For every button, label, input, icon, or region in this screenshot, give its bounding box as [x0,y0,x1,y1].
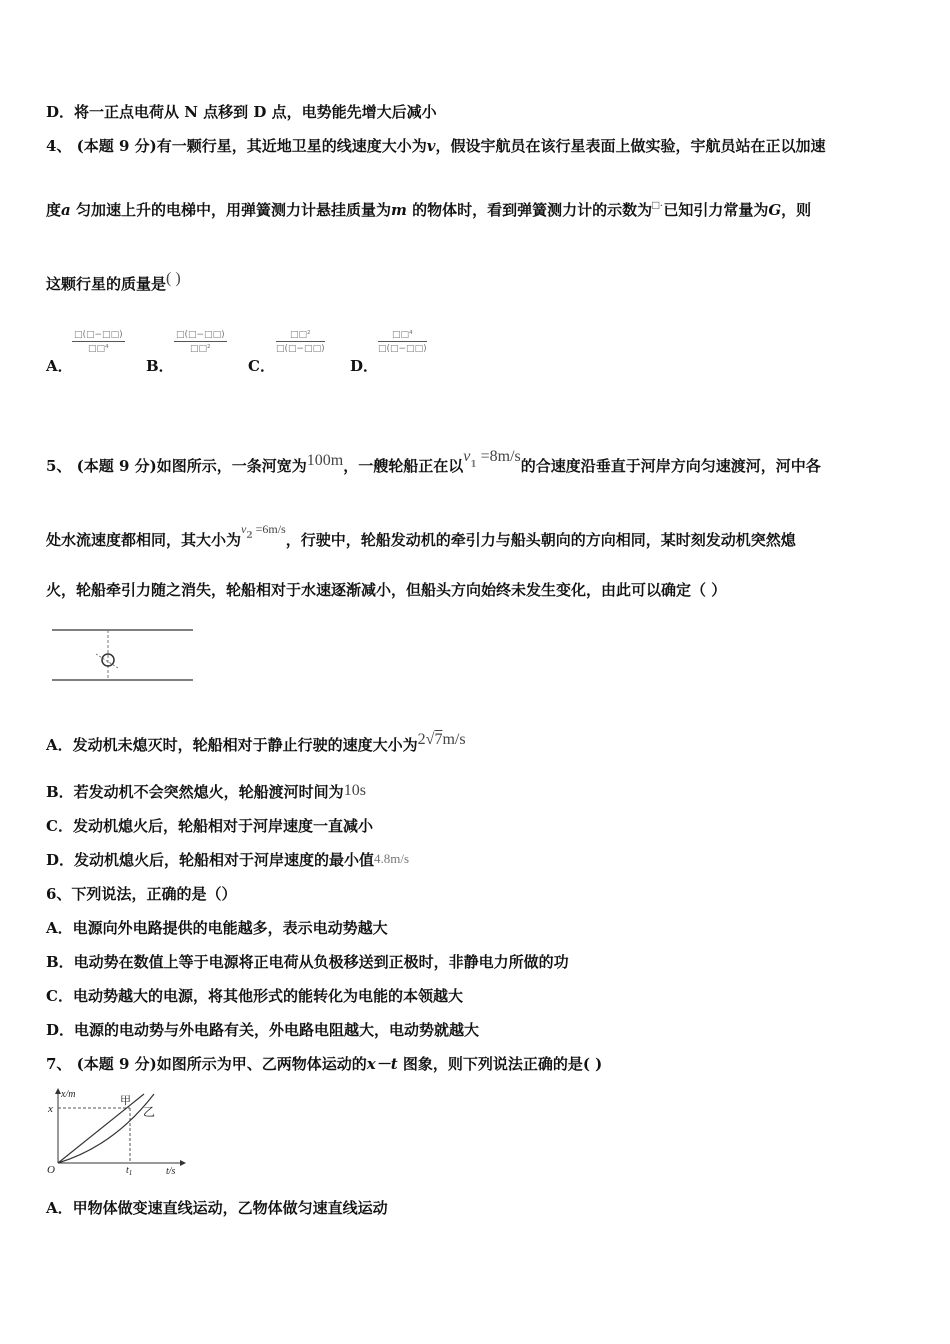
q5-stem-line1 [46,448,821,479]
q4-option-a-den: □□⁴ [87,344,109,354]
q4-option-b-den: □□² [189,344,211,354]
q4-option-c-formula [276,330,325,354]
q4-text-1: 4、 (本题 9 分)有一颗行星，其近地卫星的线速度大小为 [46,137,427,155]
q4-text-2c: 的物体时，看到弹簧测力计的示数为 [406,201,653,219]
label-jia: 甲 [120,1095,131,1107]
q5-text-1a: 5、 (本题 9 分)如图所示，一条河宽为 [46,457,307,475]
q5-option-a-radicand: 7 [434,731,443,748]
q7-xt: x－t [366,1055,398,1073]
q5-v2-symbol: v [241,522,247,536]
q4-option-d-label: D． [350,357,379,375]
q6-option-b: B．电动势在数值上等于电源将正电荷从负极移送到正极时，非静电力所做的功 [46,953,569,971]
x-mark-label: x [48,1103,53,1115]
q5-stem-line2 [46,522,796,553]
q4-option-b-formula [174,330,227,354]
q4-text-1b: ，假设宇航员在该行星表面上做实验，宇航员站在正以加速 [435,137,826,155]
x-axis-label: t/s [166,1166,176,1176]
q6-option-c: C．电动势越大的电源，将其他形式的能转化为电能的本领越大 [46,987,463,1005]
q5-text-1b: ，一艘轮船正在以 [343,457,464,475]
q6-option-d: D．电源的电动势与外电路有关，外电路电阻越大，电动势就越大 [46,1021,480,1039]
q5-stem-line3: 火，轮船牵引力随之消失，轮船相对于水速逐渐减小，但船头方向始终未发生变化，由此可以确定（ ） [46,581,727,599]
q5-v1-symbol: v [463,448,471,465]
q7-text-b: 图象，则下列说法正确的是( ) [397,1055,603,1073]
q4-text-2d: 已知引力常量为 [663,201,769,219]
q4-text-2b: 匀加速上升的电梯中，用弹簧测力计悬挂质量为 [70,201,391,219]
q6-option-a: A．电源向外电路提供的电能越多，表示电动势越大 [46,919,388,937]
q4-stem-line3 [46,270,181,295]
t1-label [126,1165,132,1176]
q4-stem-line2 [46,200,811,221]
origin-label: O [47,1164,55,1176]
q5-option-d [46,850,409,871]
y-axis-label: x/m [61,1089,76,1100]
sqrt-icon: √ [425,731,435,748]
q4-option-b-num: □(□−□□) [176,330,225,340]
q7-text-a: 7、 (本题 9 分)如图所示为甲、乙两物体运动的 [46,1055,367,1073]
q4-option-c-num: □□² [276,330,325,342]
curve-yi [58,1094,154,1163]
q4-option-d-num: □□⁴ [378,330,427,342]
q4-option-c-label: C． [248,357,275,375]
q4-var-G: G [768,201,782,219]
q4-option-b-label: B． [146,357,174,375]
q5-option-b-text: B．若发动机不会突然熄火，轮船渡河时间为 [46,783,344,801]
q5-option-a-value [418,731,466,748]
q5-option-a-unit: m/s [442,731,466,748]
q5-option-a-text: A．发动机未熄灭时，轮船相对于静止行驶的速度大小为 [46,736,418,754]
q4-option-d-formula [378,330,427,354]
q4-answer-paren: ( ) [166,270,181,287]
q5-text-2b: ，行驶中，轮船发动机的牵引力与船头朝向的方向相同，某时刻发动机突然熄 [285,531,796,549]
q4-text-2a: 度 [46,201,62,219]
t1-subscript: 1 [128,1169,133,1176]
q5-text-2a: 处水流速度都相同，其大小为 [46,531,242,549]
q4-option-c-den: □(□−□□) [276,344,325,354]
q7-stem [46,1054,602,1074]
q4-option-a-formula [72,330,125,354]
q4-var-a: a [61,201,71,219]
line-jia [58,1094,144,1163]
x-axis-arrow [180,1160,186,1166]
q5-option-b [46,782,366,803]
q4-option-d-den: □(□−□□) [378,344,427,354]
q4-text-2e: ，则 [781,201,812,219]
q6-stem: 6、下列说法，正确的是（） [46,885,237,903]
q4-var-m: m [390,201,407,219]
q5-option-d-text: D．发动机熄火后，轮船相对于河岸速度的最小值 [46,851,375,869]
q5-v2-subscript: 2 [246,531,253,541]
q5-v1-value: =8m/s [476,448,521,465]
q4-var-v: v [426,137,436,155]
q4-stem-line1 [46,136,825,156]
t1-symbol: t [126,1165,129,1176]
q5-text-1c: 的合速度沿垂直于河岸方向匀速渡河，河中各 [520,457,821,475]
q5-option-c: C．发动机熄火后，轮船相对于河岸速度一直减小 [46,817,373,835]
q5-option-b-value: 10s [343,782,366,799]
label-yi: 乙 [143,1105,156,1119]
q7-xt-graph [44,1084,194,1176]
q5-river-width: 100m [306,452,344,469]
q5-v1-subscript: 1 [470,460,477,470]
q5-v2-value: =6m/s [252,522,286,536]
q4-text-3: 这颗行星的质量是 [46,275,167,293]
q4-option-a-num: □(□−□□) [74,330,123,340]
q5-option-a-coef: 2 [417,731,426,748]
q7-option-a: A．甲物体做变速直线运动，乙物体做匀速直线运动 [46,1199,388,1217]
q4-missing-formula: □· [652,198,664,212]
q5-option-a [46,731,466,756]
q3-option-d: D．将一正点电荷从 N 点移到 D 点，电势能先增大后减小 [46,103,437,121]
q4-option-a-label: A． [46,357,73,375]
q5-option-d-value: 4.8m/s [374,851,410,866]
q5-river-figure [50,626,196,684]
